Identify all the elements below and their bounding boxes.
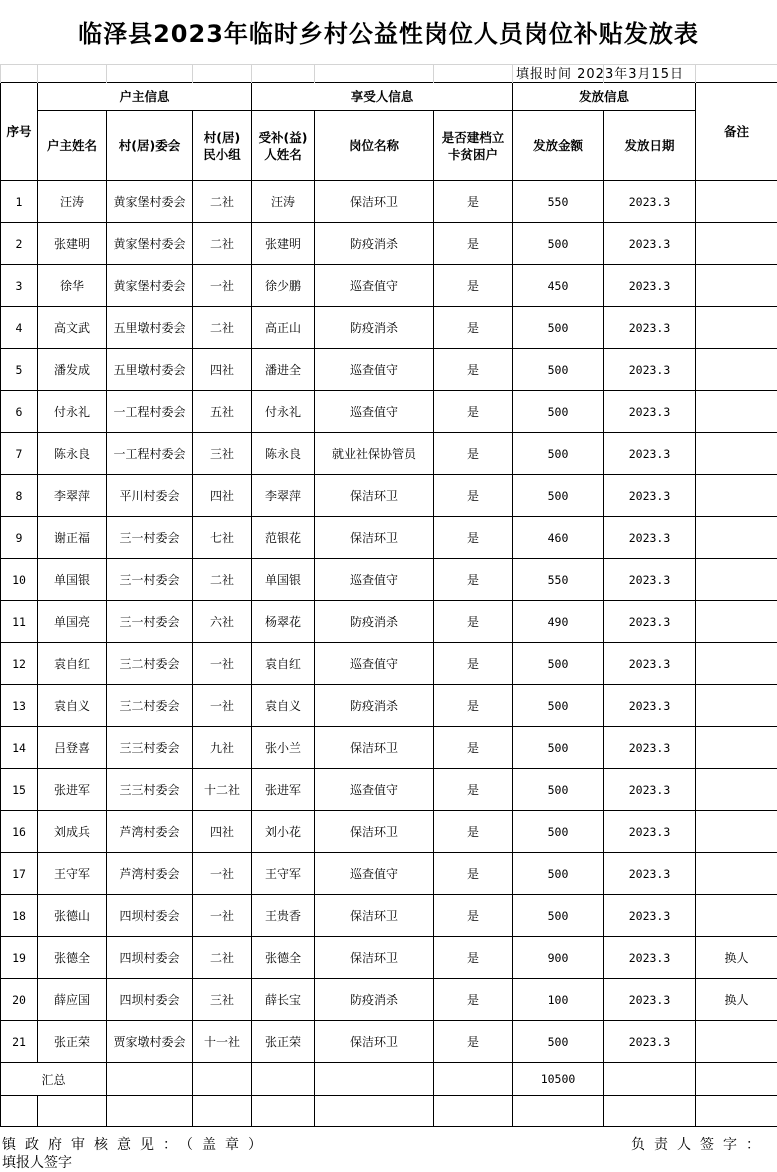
beneficiary-name-cell: 李翠萍 (252, 475, 315, 517)
table-row (1, 307, 777, 349)
post-name-cell: 保洁环卫 (315, 475, 434, 517)
village-group-cell: 五社 (193, 391, 252, 433)
household-name-cell: 张进军 (38, 769, 107, 811)
row-seq: 14 (1, 727, 38, 769)
row-seq: 6 (1, 391, 38, 433)
village-committee-cell: 四坝村委会 (107, 937, 193, 979)
row-seq: 9 (1, 517, 38, 559)
header-date: 发放日期 (604, 111, 696, 181)
amount-cell: 500 (513, 1021, 604, 1063)
date-cell: 2023.3 (604, 769, 696, 811)
amount-cell: 460 (513, 517, 604, 559)
remark-cell (696, 307, 777, 349)
post-name-cell: 保洁环卫 (315, 181, 434, 223)
village-group-cell: 一社 (193, 685, 252, 727)
poverty-registered-cell: 是 (434, 643, 513, 685)
household-name-cell: 徐华 (38, 265, 107, 307)
date-cell: 2023.3 (604, 559, 696, 601)
amount-cell: 500 (513, 685, 604, 727)
remark-cell (696, 853, 777, 895)
date-cell: 2023.3 (604, 853, 696, 895)
empty-cell (193, 1096, 252, 1127)
sheet-title: 临泽县2023年临时乡村公益性岗位人员岗位补贴发放表 (0, 14, 777, 49)
row-seq: 17 (1, 853, 38, 895)
poverty-registered-cell: 是 (434, 979, 513, 1021)
household-name-cell: 谢正福 (38, 517, 107, 559)
remark-cell (696, 895, 777, 937)
village-committee-cell: 四坝村委会 (107, 979, 193, 1021)
table-row (1, 475, 777, 517)
beneficiary-name-cell: 薛长宝 (252, 979, 315, 1021)
remark-cell (696, 811, 777, 853)
post-name-cell: 防疫消杀 (315, 979, 434, 1021)
row-seq: 21 (1, 1021, 38, 1063)
header-remark: 备注 (696, 83, 777, 181)
poverty-registered-cell: 是 (434, 265, 513, 307)
household-name-cell: 张建明 (38, 223, 107, 265)
household-name-cell: 陈永良 (38, 433, 107, 475)
review-opinion-label: 镇政府审核意见：（盖章） (2, 1134, 271, 1154)
beneficiary-name-cell: 张小兰 (252, 727, 315, 769)
remark-cell (696, 727, 777, 769)
date-cell: 2023.3 (604, 475, 696, 517)
household-name-cell: 单国银 (38, 559, 107, 601)
row-seq: 2 (1, 223, 38, 265)
remark-cell (696, 349, 777, 391)
post-name-cell: 防疫消杀 (315, 685, 434, 727)
header-beneficiary-group: 享受人信息 (252, 83, 513, 111)
household-name-cell: 王守军 (38, 853, 107, 895)
post-name-cell: 巡查值守 (315, 769, 434, 811)
household-name-cell: 张德山 (38, 895, 107, 937)
table-row (1, 391, 777, 433)
remark-cell (696, 265, 777, 307)
poverty-registered-cell: 是 (434, 1021, 513, 1063)
table-row (1, 265, 777, 307)
village-committee-cell: 芦湾村委会 (107, 853, 193, 895)
household-name-cell: 潘发成 (38, 349, 107, 391)
post-name-cell: 巡查值守 (315, 349, 434, 391)
amount-cell: 490 (513, 601, 604, 643)
remark-cell (696, 685, 777, 727)
poverty-registered-cell: 是 (434, 475, 513, 517)
header-beneficiary-name: 受补(益)人姓名 (252, 111, 315, 181)
village-group-cell: 十一社 (193, 1021, 252, 1063)
amount-cell: 500 (513, 223, 604, 265)
poverty-registered-cell: 是 (434, 391, 513, 433)
row-seq: 10 (1, 559, 38, 601)
village-committee-cell: 三二村委会 (107, 685, 193, 727)
total-empty-cell (252, 1063, 315, 1096)
total-empty-cell (315, 1063, 434, 1096)
empty-cell (1, 1096, 38, 1127)
date-cell: 2023.3 (604, 685, 696, 727)
poverty-registered-cell: 是 (434, 307, 513, 349)
header-village-committee: 村(居)委会 (107, 111, 193, 181)
remark-cell (696, 643, 777, 685)
village-group-cell: 四社 (193, 811, 252, 853)
date-cell: 2023.3 (604, 223, 696, 265)
poverty-registered-cell: 是 (434, 559, 513, 601)
poverty-registered-cell: 是 (434, 769, 513, 811)
total-empty-cell (696, 1063, 777, 1096)
date-cell: 2023.3 (604, 307, 696, 349)
remark-cell (696, 475, 777, 517)
poverty-registered-cell: 是 (434, 517, 513, 559)
total-empty-cell (604, 1063, 696, 1096)
household-name-cell: 张正荣 (38, 1021, 107, 1063)
amount-cell: 500 (513, 349, 604, 391)
table-row (1, 517, 777, 559)
post-name-cell: 防疫消杀 (315, 223, 434, 265)
fill-date: 填报时间 2023年3月15日 (516, 63, 684, 82)
amount-cell: 500 (513, 475, 604, 517)
post-name-cell: 巡查值守 (315, 391, 434, 433)
household-name-cell: 李翠萍 (38, 475, 107, 517)
row-seq: 19 (1, 937, 38, 979)
poverty-registered-cell: 是 (434, 727, 513, 769)
amount-cell: 550 (513, 559, 604, 601)
beneficiary-name-cell: 徐少鹏 (252, 265, 315, 307)
remark-cell (696, 559, 777, 601)
beneficiary-name-cell: 张德全 (252, 937, 315, 979)
total-empty-cell (434, 1063, 513, 1096)
remark-cell (696, 181, 777, 223)
village-group-cell: 二社 (193, 307, 252, 349)
post-name-cell: 保洁环卫 (315, 517, 434, 559)
table-row (1, 433, 777, 475)
beneficiary-name-cell: 潘进全 (252, 349, 315, 391)
empty-row (1, 1096, 777, 1127)
date-cell: 2023.3 (604, 811, 696, 853)
beneficiary-name-cell: 付永礼 (252, 391, 315, 433)
date-cell: 2023.3 (604, 643, 696, 685)
filler-label: 填报人签字 (2, 1152, 72, 1172)
post-name-cell: 保洁环卫 (315, 811, 434, 853)
beneficiary-name-cell: 王贵香 (252, 895, 315, 937)
blank-top-row (1, 65, 777, 83)
table-row (1, 811, 777, 853)
household-name-cell: 付永礼 (38, 391, 107, 433)
village-group-cell: 七社 (193, 517, 252, 559)
village-group-cell: 三社 (193, 979, 252, 1021)
table-row (1, 559, 777, 601)
village-group-cell: 六社 (193, 601, 252, 643)
village-group-cell: 十二社 (193, 769, 252, 811)
date-cell: 2023.3 (604, 517, 696, 559)
beneficiary-name-cell: 单国银 (252, 559, 315, 601)
beneficiary-name-cell: 袁自义 (252, 685, 315, 727)
date-cell: 2023.3 (604, 433, 696, 475)
household-name-cell: 张德全 (38, 937, 107, 979)
village-committee-cell: 贾家墩村委会 (107, 1021, 193, 1063)
village-committee-cell: 三一村委会 (107, 601, 193, 643)
poverty-registered-cell: 是 (434, 223, 513, 265)
beneficiary-name-cell: 袁自红 (252, 643, 315, 685)
beneficiary-name-cell: 王守军 (252, 853, 315, 895)
household-name-cell: 袁自义 (38, 685, 107, 727)
header-seq: 序号 (1, 83, 38, 181)
poverty-registered-cell: 是 (434, 181, 513, 223)
beneficiary-name-cell: 刘小花 (252, 811, 315, 853)
table-row (1, 769, 777, 811)
village-group-cell: 二社 (193, 181, 252, 223)
row-seq: 4 (1, 307, 38, 349)
date-cell: 2023.3 (604, 937, 696, 979)
remark-cell (696, 391, 777, 433)
beneficiary-name-cell: 汪涛 (252, 181, 315, 223)
date-cell: 2023.3 (604, 265, 696, 307)
post-name-cell: 巡查值守 (315, 559, 434, 601)
header-household-name: 户主姓名 (38, 111, 107, 181)
amount-cell: 500 (513, 433, 604, 475)
amount-cell: 500 (513, 811, 604, 853)
village-committee-cell: 一工程村委会 (107, 391, 193, 433)
row-seq: 7 (1, 433, 38, 475)
amount-cell: 500 (513, 853, 604, 895)
household-name-cell: 高文武 (38, 307, 107, 349)
table-row (1, 937, 777, 979)
village-group-cell: 四社 (193, 475, 252, 517)
poverty-registered-cell: 是 (434, 685, 513, 727)
post-name-cell: 保洁环卫 (315, 1021, 434, 1063)
date-cell: 2023.3 (604, 1021, 696, 1063)
post-name-cell: 巡查值守 (315, 643, 434, 685)
household-name-cell: 汪涛 (38, 181, 107, 223)
post-name-cell: 巡查值守 (315, 265, 434, 307)
header-poverty-registered: 是否建档立卡贫困户 (434, 111, 513, 181)
beneficiary-name-cell: 杨翠花 (252, 601, 315, 643)
village-committee-cell: 芦湾村委会 (107, 811, 193, 853)
header-row-columns (1, 111, 777, 181)
village-committee-cell: 五里墩村委会 (107, 307, 193, 349)
header-village-group: 村(居)民小组 (193, 111, 252, 181)
table-row (1, 349, 777, 391)
beneficiary-name-cell: 张进军 (252, 769, 315, 811)
poverty-registered-cell: 是 (434, 601, 513, 643)
table-row (1, 223, 777, 265)
row-seq: 8 (1, 475, 38, 517)
remark-cell: 换人 (696, 937, 777, 979)
remark-cell: 换人 (696, 979, 777, 1021)
row-seq: 13 (1, 685, 38, 727)
table-row (1, 1021, 777, 1063)
empty-cell (315, 1096, 434, 1127)
amount-cell: 500 (513, 643, 604, 685)
village-committee-cell: 三一村委会 (107, 559, 193, 601)
amount-cell: 550 (513, 181, 604, 223)
household-name-cell: 吕登喜 (38, 727, 107, 769)
village-group-cell: 二社 (193, 223, 252, 265)
remark-cell (696, 517, 777, 559)
village-group-cell: 一社 (193, 643, 252, 685)
poverty-registered-cell: 是 (434, 895, 513, 937)
remark-cell (696, 223, 777, 265)
village-committee-cell: 三三村委会 (107, 769, 193, 811)
total-label: 汇总 (1, 1063, 107, 1096)
poverty-registered-cell: 是 (434, 811, 513, 853)
header-post-name: 岗位名称 (315, 111, 434, 181)
poverty-registered-cell: 是 (434, 853, 513, 895)
table-row (1, 685, 777, 727)
empty-cell (513, 1096, 604, 1127)
signature-label: 负责人签字： (631, 1134, 769, 1154)
header-amount: 发放金额 (513, 111, 604, 181)
village-committee-cell: 黄家堡村委会 (107, 181, 193, 223)
amount-cell: 500 (513, 307, 604, 349)
household-name-cell: 袁自红 (38, 643, 107, 685)
empty-cell (604, 1096, 696, 1127)
row-seq: 5 (1, 349, 38, 391)
beneficiary-name-cell: 张正荣 (252, 1021, 315, 1063)
village-committee-cell: 三一村委会 (107, 517, 193, 559)
header-payment-group: 发放信息 (513, 83, 696, 111)
empty-cell (252, 1096, 315, 1127)
table-row (1, 601, 777, 643)
amount-cell: 500 (513, 895, 604, 937)
poverty-registered-cell: 是 (434, 349, 513, 391)
row-seq: 18 (1, 895, 38, 937)
household-name-cell: 单国亮 (38, 601, 107, 643)
total-amount: 10500 (513, 1063, 604, 1096)
household-name-cell: 薛应国 (38, 979, 107, 1021)
payment-table (0, 64, 777, 1127)
village-committee-cell: 三三村委会 (107, 727, 193, 769)
date-cell: 2023.3 (604, 601, 696, 643)
village-group-cell: 一社 (193, 895, 252, 937)
poverty-registered-cell: 是 (434, 433, 513, 475)
table-row (1, 895, 777, 937)
total-empty-cell (193, 1063, 252, 1096)
table-row (1, 181, 777, 223)
village-group-cell: 一社 (193, 853, 252, 895)
village-committee-cell: 五里墩村委会 (107, 349, 193, 391)
village-committee-cell: 平川村委会 (107, 475, 193, 517)
table-row (1, 643, 777, 685)
total-empty-cell (107, 1063, 193, 1096)
post-name-cell: 巡查值守 (315, 853, 434, 895)
post-name-cell: 就业社保协管员 (315, 433, 434, 475)
header-household-group: 户主信息 (38, 83, 252, 111)
village-committee-cell: 四坝村委会 (107, 895, 193, 937)
row-seq: 3 (1, 265, 38, 307)
beneficiary-name-cell: 陈永良 (252, 433, 315, 475)
village-group-cell: 二社 (193, 937, 252, 979)
date-cell: 2023.3 (604, 895, 696, 937)
table-row (1, 853, 777, 895)
remark-cell (696, 769, 777, 811)
date-cell: 2023.3 (604, 979, 696, 1021)
post-name-cell: 防疫消杀 (315, 601, 434, 643)
empty-cell (38, 1096, 107, 1127)
village-committee-cell: 一工程村委会 (107, 433, 193, 475)
village-committee-cell: 黄家堡村委会 (107, 265, 193, 307)
village-group-cell: 九社 (193, 727, 252, 769)
beneficiary-name-cell: 高正山 (252, 307, 315, 349)
village-group-cell: 四社 (193, 349, 252, 391)
poverty-registered-cell: 是 (434, 937, 513, 979)
row-seq: 1 (1, 181, 38, 223)
amount-cell: 450 (513, 265, 604, 307)
date-cell: 2023.3 (604, 727, 696, 769)
empty-cell (696, 1096, 777, 1127)
remark-cell (696, 601, 777, 643)
empty-cell (107, 1096, 193, 1127)
village-group-cell: 三社 (193, 433, 252, 475)
amount-cell: 900 (513, 937, 604, 979)
post-name-cell: 保洁环卫 (315, 895, 434, 937)
post-name-cell: 保洁环卫 (315, 727, 434, 769)
empty-cell (434, 1096, 513, 1127)
row-seq: 16 (1, 811, 38, 853)
amount-cell: 100 (513, 979, 604, 1021)
beneficiary-name-cell: 范银花 (252, 517, 315, 559)
post-name-cell: 保洁环卫 (315, 937, 434, 979)
total-row (1, 1063, 777, 1096)
table-row (1, 979, 777, 1021)
village-committee-cell: 黄家堡村委会 (107, 223, 193, 265)
header-row-groups (1, 83, 777, 111)
remark-cell (696, 1021, 777, 1063)
row-seq: 20 (1, 979, 38, 1021)
amount-cell: 500 (513, 769, 604, 811)
remark-cell (696, 433, 777, 475)
table-row (1, 727, 777, 769)
village-group-cell: 一社 (193, 265, 252, 307)
village-committee-cell: 三二村委会 (107, 643, 193, 685)
row-seq: 15 (1, 769, 38, 811)
amount-cell: 500 (513, 727, 604, 769)
amount-cell: 500 (513, 391, 604, 433)
beneficiary-name-cell: 张建明 (252, 223, 315, 265)
date-cell: 2023.3 (604, 349, 696, 391)
village-group-cell: 二社 (193, 559, 252, 601)
date-cell: 2023.3 (604, 181, 696, 223)
row-seq: 12 (1, 643, 38, 685)
row-seq: 11 (1, 601, 38, 643)
post-name-cell: 防疫消杀 (315, 307, 434, 349)
date-cell: 2023.3 (604, 391, 696, 433)
household-name-cell: 刘成兵 (38, 811, 107, 853)
